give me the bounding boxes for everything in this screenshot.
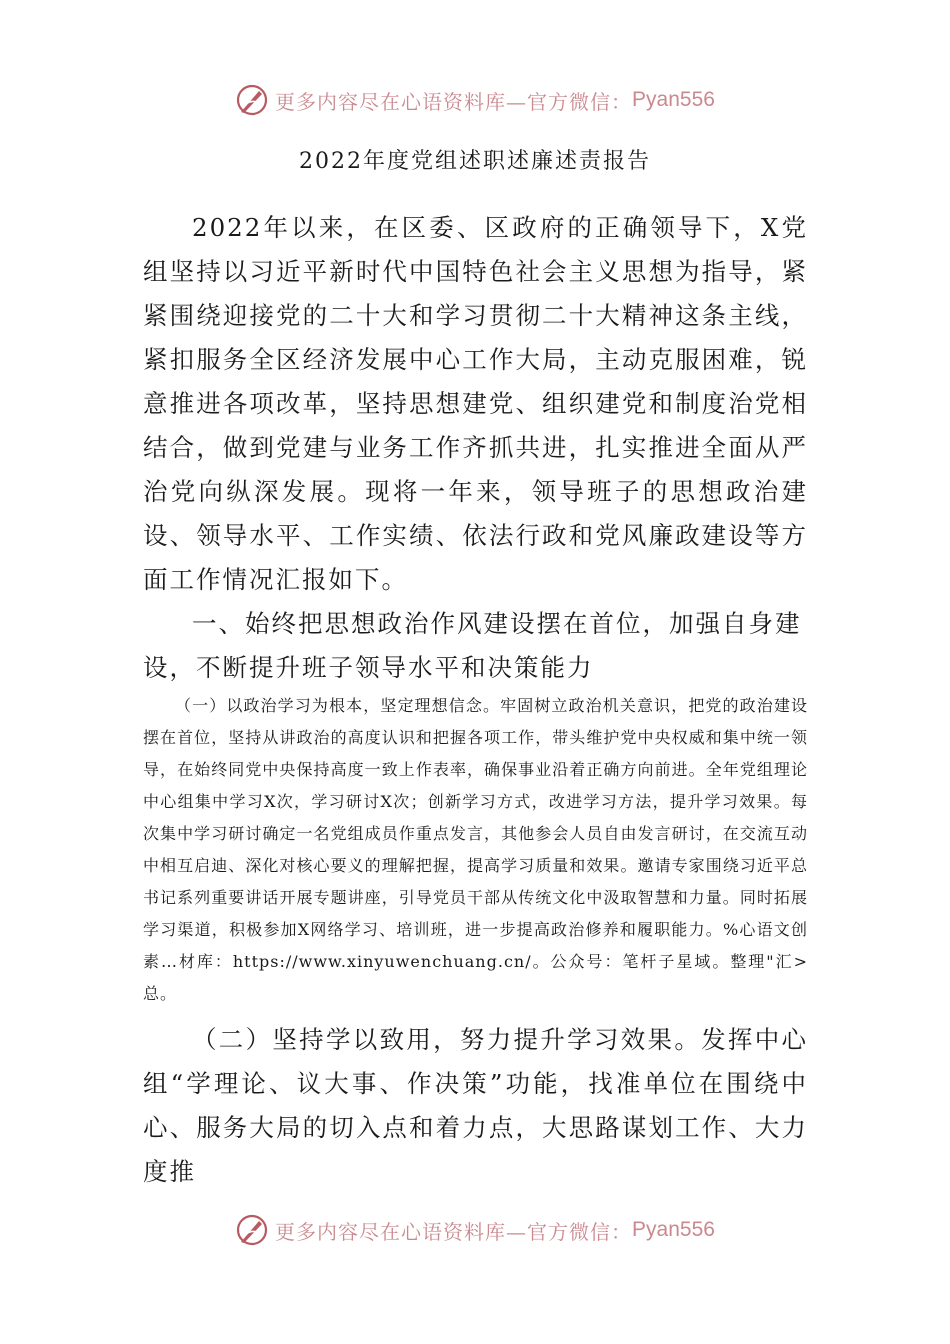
pen-circle-logo-icon <box>235 83 269 117</box>
document-title: 2022年度党组述职述廉述责报告 <box>299 149 651 174</box>
banner-text: 更多内容尽在心语资料库—官方微信： <box>275 1219 633 1244</box>
document-body <box>143 206 808 1194</box>
watermark-banner-bottom <box>0 1208 950 1252</box>
section-heading: 一、始终把思想政治作风建设摆在首位，加强自身建设，不断提升班子领导水平和决策能力 <box>143 609 802 682</box>
banner-text: 更多内容尽在心语资料库—官方微信： <box>275 89 633 114</box>
pen-circle-logo-icon <box>235 1213 269 1247</box>
section-paragraph-2: （二）坚持学以致用，努力提升学习效果。发挥中心组“学理论、议大事、作决策”功能，找准单位在围绕中心、服务大局的切入点和着力点，大思路谋划工作、大力度推 <box>143 1025 808 1186</box>
banner-wechat-id: Pyan556 <box>632 88 715 111</box>
section-paragraph-1: （一）以政治学习为根本，坚定理想信念。牢固树立政治机关意识，把党的政治建设摆在首位，坚持从讲政治的高度认识和把握各项工作，带头维护党中央权威和集中统一领导，在始终同党中央保持高度一致上作表率，确保事业沿着正确方向前进。全年党组理论中心组集中学习X次，学习研讨X次；创新学习方式，改进学习方法，提升学习效果。每次集中学习研讨确定一名党组成员作重点发言，其他参会人员自由发言研讨，在交流互动中相互启迪、深化对核心要义的理解把握，提高学习质量和效果。邀请专家围绕习近平总书记系列重要讲话开展专题讲座，引导党员干部从传统文化中汲取智慧和力量。同时拓展学习渠道，积极参加X网络学习、培训班，进一步提高政治修养和履职能力。%心语文创素…材库：https://www.xinyuwenchuang.cn/。公众号：笔杆子星域。整理"汇>总。 <box>143 696 808 1003</box>
watermark-banner-top <box>0 78 950 122</box>
banner-wechat-id: Pyan556 <box>632 1218 715 1241</box>
intro-paragraph: 2022年以来，在区委、区政府的正确领导下，X党组坚持以习近平新时代中国特色社会主义思想为指导，紧紧围绕迎接党的二十大和学习贯彻二十大精神这条主线，紧扣服务全区经济发展中心工作大局，主动克服困难，锐意推进各项改革，坚持思想建党、组织建党和制度治党相结合，做到党建与业务工作齐抓共进，扎实推进全面从严治党向纵深发展。现将一年来，领导班子的思想政治建设、领导水平、工作实绩、依法行政和党风廉政建设等方面工作情况汇报如下。 <box>143 213 808 594</box>
